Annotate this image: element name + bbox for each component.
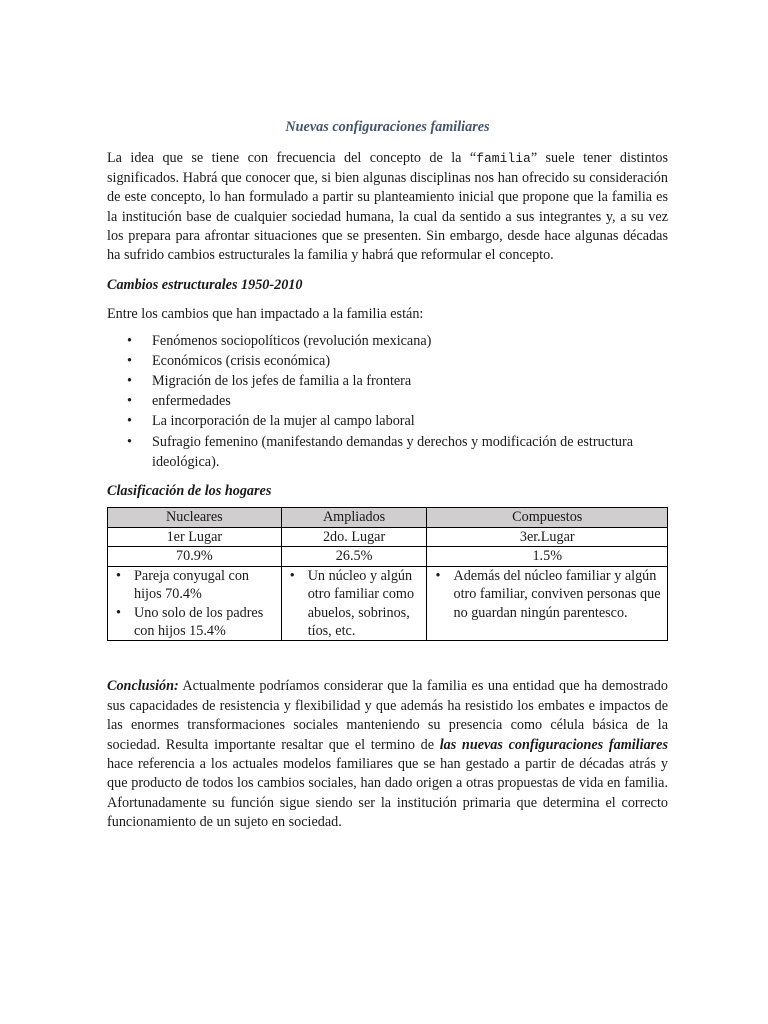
list-item: • Uno solo de los padres con hijos 15.4% xyxy=(112,604,277,641)
classification-heading: Clasificación de los hogares xyxy=(107,483,272,500)
table-cell xyxy=(108,566,282,641)
nucleares-details xyxy=(112,567,277,641)
table-cell: 70.9% xyxy=(108,547,282,566)
changes-list xyxy=(107,331,668,472)
list-item: • Un núcleo y algún otro familiar como abuelos, sobrinos, tíos, etc. xyxy=(286,567,423,641)
ampliados-details xyxy=(286,567,423,641)
intro-text-before: La idea que se tiene con frecuencia del concepto de la “ xyxy=(107,150,477,167)
list-item: • enfermedades xyxy=(107,391,668,411)
table-cell: 26.5% xyxy=(281,547,427,566)
compuestos-details xyxy=(431,567,663,622)
column-header-nucleares: Nucleares xyxy=(108,508,282,527)
table-row xyxy=(108,547,668,566)
column-header-compuestos: Compuestos xyxy=(427,508,668,527)
document-title: Nuevas configuraciones familiares xyxy=(285,119,490,135)
list-item: • Migración de los jefes de familia a la frontera xyxy=(107,371,668,391)
table-cell: 2do. Lugar xyxy=(281,527,427,546)
list-item: • La incorporación de la mujer al campo laboral xyxy=(107,411,668,431)
list-item: • Además del núcleo familiar y algún otro familiar, conviven personas que no guardan ningún parentesco. xyxy=(431,567,663,622)
table-row xyxy=(108,566,668,641)
table-cell: 1.5% xyxy=(427,547,668,566)
table-row xyxy=(108,527,668,546)
conclusion-label: Conclusión: xyxy=(107,678,179,695)
changes-lead: Entre los cambios que han impactado a la familia están: xyxy=(107,306,424,323)
table-cell xyxy=(427,566,668,641)
table-header-row xyxy=(108,508,668,527)
households-table xyxy=(107,507,668,641)
intro-highlight-word: familia xyxy=(476,151,531,167)
conclusion-text-2: hace referencia a los actuales modelos familiares que se han gestado a partir de décadas atrás y que producto de todos los cambios sociales, han dado origen a otras propuestas de vida en familia. Afortunadamente su función sigue siendo ser la institución primaria que determina el correcto funcionamiento de un sujeto en sociedad. xyxy=(107,755,668,831)
table-cell: 1er Lugar xyxy=(108,527,282,546)
list-item: • Económicos (crisis económica) xyxy=(107,351,668,371)
conclusion-text-1: Actualmente podríamos considerar que la familia es una entidad que ha demostrado sus capacidades de resistencia y flexibilidad y que además ha resistido los embates e impactos de las enormes transformaciones sociales manteniendo su presencia como célula básica de la sociedad. Resulta importante resaltar que el termino de xyxy=(107,678,668,753)
table-cell xyxy=(281,566,427,641)
column-header-ampliados: Ampliados xyxy=(281,508,427,527)
list-item: • Sufragio femenino (manifestando demandas y derechos y modificación de estructura ideológica). xyxy=(107,432,668,472)
intro-paragraph xyxy=(107,149,668,265)
conclusion-emphasis: las nuevas configuraciones familiares xyxy=(439,736,668,753)
intro-text-after: ” suele tener distintos significados. Habrá que conocer que, si bien algunas disciplinas nos han ofrecido su consideración de este concepto, lo han formulado a partir su planteamiento inicial que propone que la familia es la institución base de cualquier sociedad humana, la cual da sentido a sus integrantes y, a su vez los prepara para afrontar situaciones que se presenten. Sin embargo, desde hace algunas décadas ha sufrido cambios estructurales la familia y habrá que reformular el concepto. xyxy=(107,150,668,264)
changes-heading: Cambios estructurales 1950-2010 xyxy=(107,276,303,293)
list-item: • Pareja conyugal con hijos 70.4% xyxy=(112,567,277,604)
list-item: • Fenómenos sociopolíticos (revolución mexicana) xyxy=(107,331,668,351)
conclusion-paragraph xyxy=(107,677,668,832)
table-cell: 3er.Lugar xyxy=(427,527,668,546)
document-page xyxy=(107,118,668,833)
